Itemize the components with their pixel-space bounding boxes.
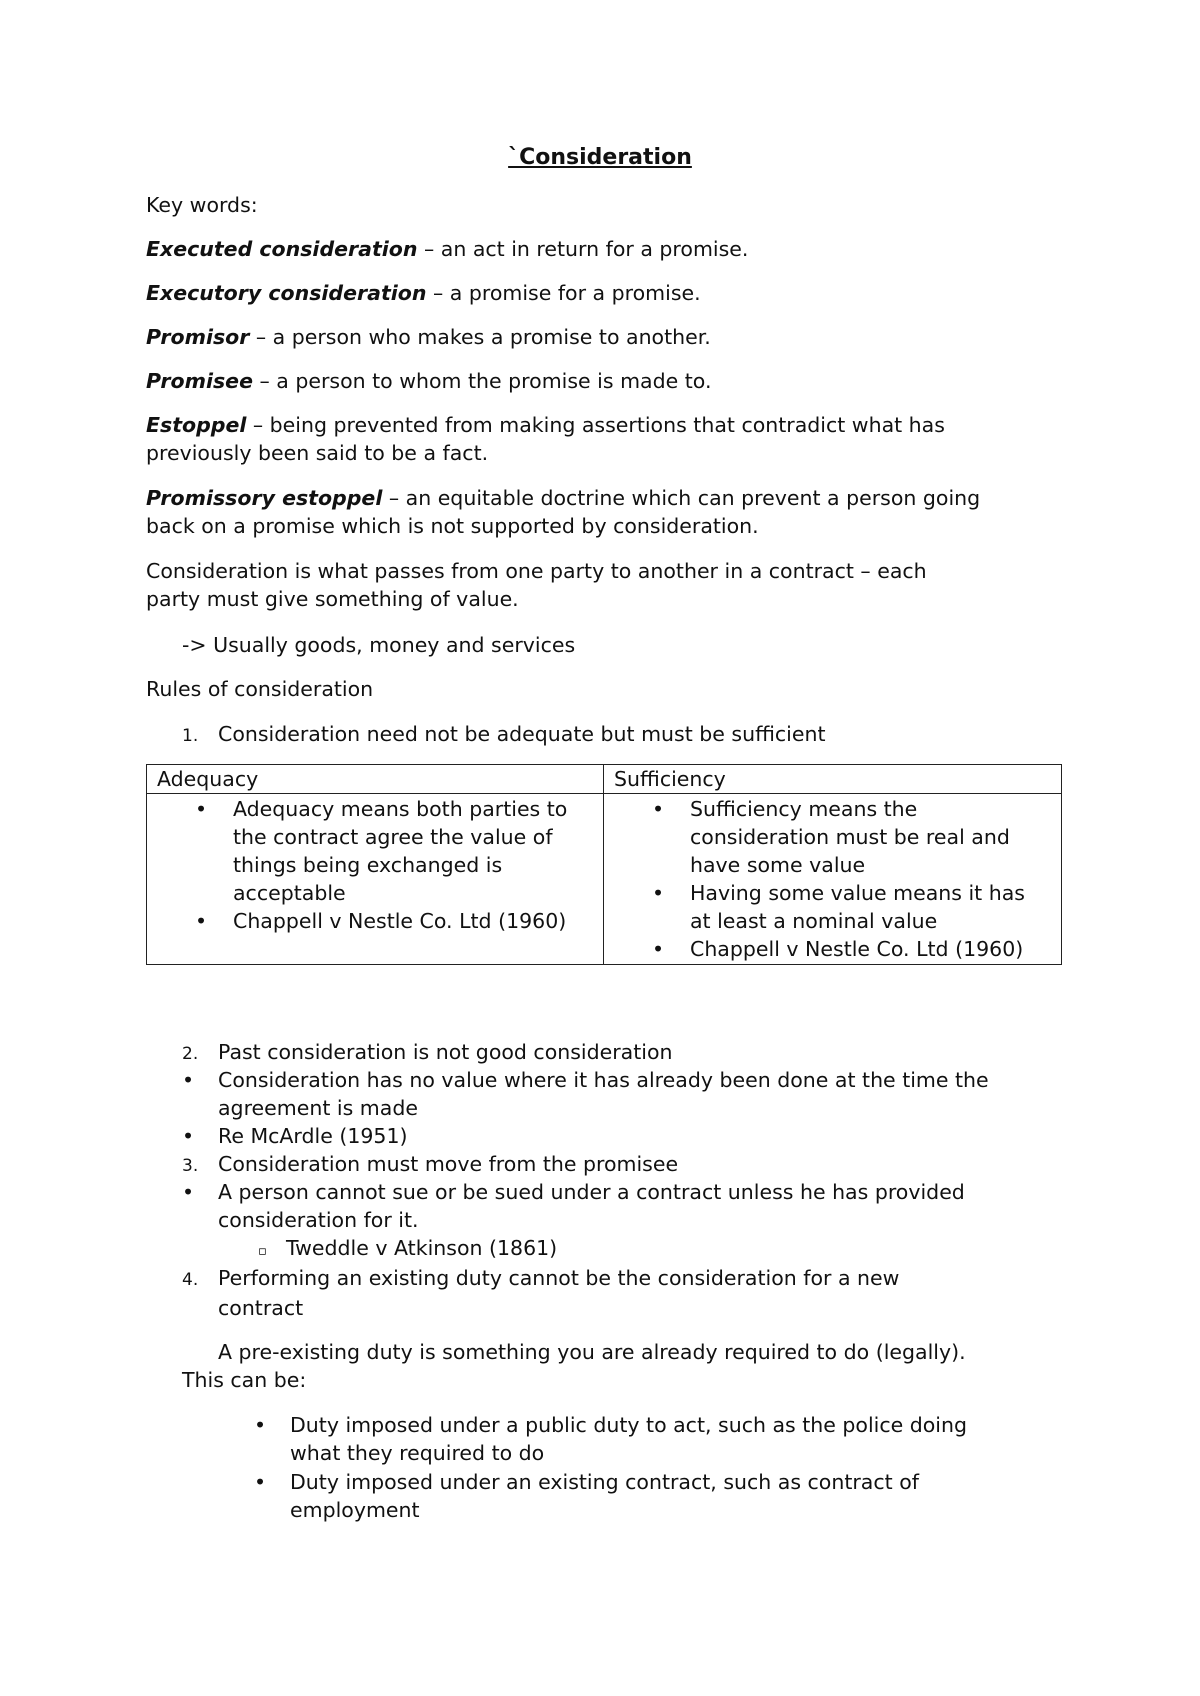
sufficiency-list	[614, 795, 1051, 963]
rule-number: 3.	[182, 1156, 199, 1176]
pre-existing-duty-line: A pre-existing duty is something you are already required to do (legally).	[218, 1340, 966, 1364]
rule-3	[182, 1150, 678, 1180]
bullet-icon: •	[254, 1413, 267, 1437]
list-item: • Chappell v Nestle Co. Ltd (1960)	[652, 937, 1024, 961]
definition-executory	[146, 279, 701, 307]
definition-promisee	[146, 367, 711, 395]
rule-4: 4. Performing an existing duty cannot be the consideration for a new contract	[182, 1266, 900, 1320]
definition-text: – a person who makes a promise to another.	[249, 325, 711, 349]
page-title: `Consideration	[508, 145, 692, 170]
rule-2	[182, 1038, 673, 1068]
definition-estoppel	[146, 411, 945, 467]
list-item: • Having some value means it has at least a nominal value	[652, 881, 1025, 933]
definition-term: Executed consideration	[146, 237, 418, 261]
rule-1	[182, 720, 826, 750]
rule-text: Consideration must move from the promisee	[218, 1152, 679, 1176]
intro-line: party must give something of value.	[146, 587, 519, 611]
bullet-icon: •	[254, 1470, 267, 1494]
rules-heading: Rules of consideration	[146, 677, 374, 701]
definition-text: – an equitable doctrine which can prevent a person going	[382, 486, 981, 510]
definition-term: Executory consideration	[146, 281, 427, 305]
rule-2-bullet: • Consideration has no value where it has already been done at the time the agreement is made	[182, 1068, 989, 1120]
key-words-heading: Key words:	[146, 193, 258, 217]
bullet-icon: •	[195, 909, 208, 933]
rule-text: Past consideration is not good consideration	[218, 1040, 673, 1064]
arrow-note: -> Usually goods, money and services	[182, 633, 576, 657]
adequacy-list	[157, 795, 593, 935]
duty-bullet: • Duty imposed under an existing contract, such as contract of employment	[254, 1470, 919, 1522]
table-header-adequacy: Adequacy	[147, 765, 604, 794]
pre-existing-duty-line: This can be:	[182, 1368, 307, 1392]
definition-text-continued: back on a promise which is not supported by consideration.	[146, 514, 759, 538]
bullet-icon: •	[652, 937, 665, 961]
intro-paragraph	[146, 557, 927, 613]
definition-promissory-estoppel	[146, 484, 980, 540]
table-row	[147, 794, 1062, 965]
adequacy-cell	[147, 794, 604, 965]
rule-number: 2.	[182, 1044, 199, 1064]
intro-line: Consideration is what passes from one party to another in a contract – each	[146, 559, 927, 583]
rule-text: Consideration need not be adequate but must be sufficient	[218, 722, 826, 746]
bullet-icon: •	[182, 1180, 195, 1204]
definition-promisor	[146, 323, 711, 351]
table-header-sufficiency: Sufficiency	[604, 765, 1062, 794]
list-item: • Sufficiency means the consideration must be real and have some value	[652, 797, 1010, 877]
adequacy-sufficiency-table	[146, 764, 1062, 965]
duty-bullet: • Duty imposed under a public duty to act, such as the police doing what they required to do	[254, 1413, 968, 1465]
definition-term: Estoppel	[146, 413, 247, 437]
definition-text: – a promise for a promise.	[426, 281, 701, 305]
definition-executed	[146, 235, 748, 263]
square-bullet-icon: ▫	[258, 1244, 267, 1259]
definition-term: Promissory estoppel	[146, 486, 383, 510]
rule-3-case: ▫ Tweddle v Atkinson (1861)	[258, 1234, 557, 1266]
rule-number: 1.	[182, 726, 199, 746]
rule-number: 4.	[182, 1270, 199, 1290]
bullet-icon: •	[195, 797, 208, 821]
definition-text: – a person to whom the promise is made to.	[252, 369, 712, 393]
definition-text-continued: previously been said to be a fact.	[146, 441, 489, 465]
bullet-icon: •	[652, 881, 665, 905]
definition-text: – being prevented from making assertions that contradict what has	[246, 413, 945, 437]
list-item: • Chappell v Nestle Co. Ltd (1960)	[195, 909, 567, 933]
definition-term: Promisor	[146, 325, 250, 349]
bullet-icon: •	[182, 1124, 195, 1148]
definition-text: – an act in return for a promise.	[417, 237, 749, 261]
table-header-row	[147, 765, 1062, 794]
rule-2-case: • Re McArdle (1951)	[182, 1124, 408, 1148]
rule-3-bullet: • A person cannot sue or be sued under a contract unless he has provided consideration for it.	[182, 1180, 965, 1232]
sufficiency-cell	[604, 794, 1062, 965]
bullet-icon: •	[652, 797, 665, 821]
bullet-icon: •	[182, 1068, 195, 1092]
list-item: • Adequacy means both parties to the contract agree the value of things being exchanged is acceptable	[195, 797, 568, 905]
definition-term: Promisee	[146, 369, 253, 393]
